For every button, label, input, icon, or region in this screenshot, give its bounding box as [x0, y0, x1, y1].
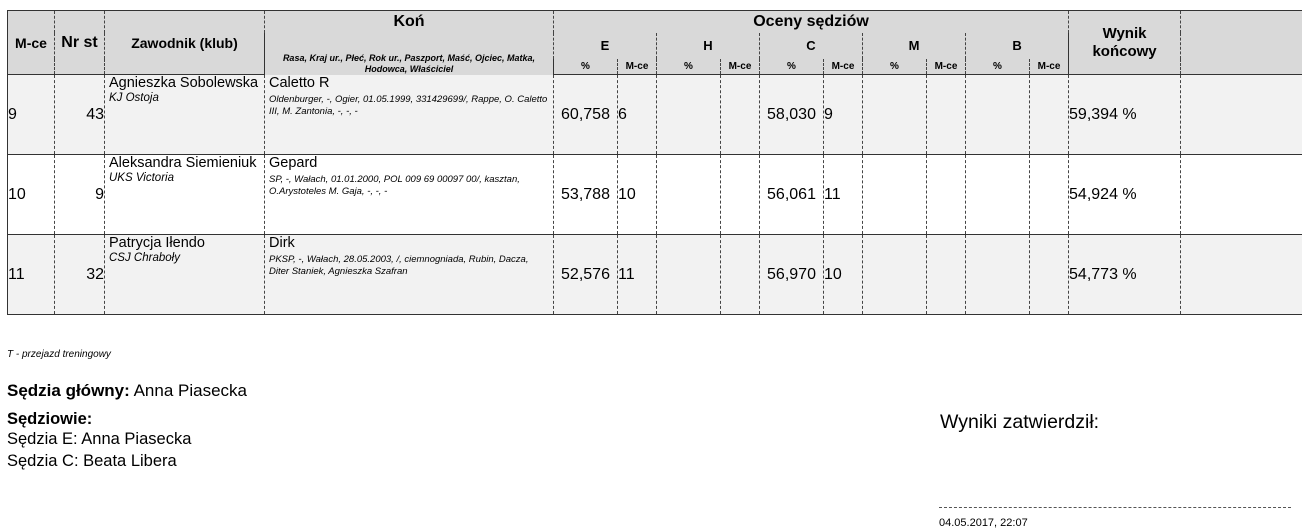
judge-b-pct: [966, 235, 1030, 315]
table-row: [8, 235, 1302, 315]
pct-header: %: [554, 59, 618, 75]
judge-c-pct: 56,061: [760, 155, 824, 235]
judge-h-pct: [657, 235, 721, 315]
final-result-header: Wynik końcowy: [1069, 11, 1181, 75]
judge-b-rank: [1030, 235, 1069, 315]
judge-h-header: H: [657, 33, 760, 59]
judge-b-rank: [1030, 155, 1069, 235]
horse-name: Dirk: [269, 235, 295, 251]
place-header: M-ce: [8, 11, 55, 75]
judge-line: Sędzia E: Anna Piasecka: [7, 430, 192, 448]
results-confirmed-label: Wyniki zatwierdził:: [940, 411, 1100, 433]
horse-header: Koń: [265, 11, 554, 33]
rider-club: UKS Victoria: [109, 172, 174, 184]
rider-name: Patrycja Iłendo: [109, 235, 205, 251]
table-row: [8, 155, 1302, 235]
judge-m-pct: [863, 75, 927, 155]
judge-c-rank: 9: [824, 75, 863, 155]
judge-c-header: C: [760, 33, 863, 59]
rider-cell: [105, 75, 265, 155]
place-cell: 9: [8, 75, 55, 155]
horse-details: SP, -, Wałach, 01.01.2000, POL 009 69 00097 00/, kasztan, O.Arystoteles M. Gaja, -, -, -: [269, 174, 520, 197]
horse-cell: [265, 75, 554, 155]
judge-c-pct: 56,970: [760, 235, 824, 315]
judge-e-pct: 52,576: [554, 235, 618, 315]
judge-e-pct: 53,788: [554, 155, 618, 235]
final-result-cell: 54,773 %: [1069, 235, 1181, 315]
rider-cell: [105, 235, 265, 315]
chief-judge: [7, 381, 247, 401]
judge-m-pct: [863, 155, 927, 235]
horse-name: Gepard: [269, 155, 318, 171]
judge-m-header: M: [863, 33, 966, 59]
final-result-cell: 54,924 %: [1069, 155, 1181, 235]
rider-cell: [105, 155, 265, 235]
start-number-cell: 9: [55, 155, 105, 235]
chief-judge-label: Sędzia główny:: [7, 381, 130, 400]
place-cell: 10: [8, 155, 55, 235]
judge-b-pct: [966, 75, 1030, 155]
empty-cell: [1181, 235, 1302, 315]
judge-c-rank: 11: [824, 155, 863, 235]
chief-judge-name: Anna Piasecka: [133, 381, 247, 400]
rank-header: M-ce: [618, 59, 657, 75]
pct-header: %: [657, 59, 721, 75]
start-number-cell: 32: [55, 235, 105, 315]
empty-column-header: [1181, 11, 1302, 75]
horse-cell: [265, 235, 554, 315]
judges-scores-header: Oceny sędziów: [554, 11, 1069, 33]
final-result-cell: 59,394 %: [1069, 75, 1181, 155]
judge-m-rank: [927, 155, 966, 235]
place-cell: 11: [8, 235, 55, 315]
rank-header: M-ce: [927, 59, 966, 75]
judge-c-pct: 58,030: [760, 75, 824, 155]
rider-club: KJ Ostoja: [109, 92, 159, 104]
judge-e-rank: 6: [618, 75, 657, 155]
start-number-header: Nr st: [55, 11, 105, 75]
horse-details: Oldenburger, -, Ogier, 01.05.1999, 331429699/, Rappe, O. Caletto III, M. Zantonia, -, -, -: [269, 93, 548, 117]
judge-e-rank: 11: [618, 235, 657, 315]
rider-name: Agnieszka Sobolewska: [109, 75, 259, 91]
footnote: T - przejazd treningowy: [7, 349, 111, 360]
horse-details: PKSP, -, Wałach, 28.05.2003, /, ciemnogniada, Rubin, Dacza, Diter Staniek, Agnieszka Szafran: [269, 254, 529, 277]
judge-h-rank: [721, 155, 760, 235]
empty-cell: [1181, 75, 1302, 155]
pct-header: %: [863, 59, 927, 75]
judge-m-pct: [863, 235, 927, 315]
horse-name: Caletto R: [269, 74, 330, 91]
judge-h-pct: [657, 155, 721, 235]
timestamp: 04.05.2017, 22:07: [939, 517, 1028, 529]
table-row: [8, 75, 1302, 155]
judge-line: Sędzia C: Beata Libera: [7, 452, 177, 470]
rank-header: M-ce: [824, 59, 863, 75]
horse-cell: [265, 155, 554, 235]
judge-c-rank: 10: [824, 235, 863, 315]
signature-line: [939, 507, 1291, 508]
start-number-cell: 43: [55, 75, 105, 155]
rider-name: Aleksandra Siemieniuk: [109, 155, 257, 171]
judge-h-pct: [657, 75, 721, 155]
horse-details-header: Rasa, Kraj ur., Płeć, Rok ur., Paszport, Maść, Ojciec, Matka, Hodowca, Właściciel: [265, 33, 554, 75]
results-table: [7, 10, 1302, 315]
judges-heading: Sędziowie:: [7, 410, 93, 428]
rider-club: CSJ Chraboły: [109, 252, 180, 264]
judge-m-rank: [927, 75, 966, 155]
judge-e-rank: 10: [618, 155, 657, 235]
judge-b-pct: [966, 155, 1030, 235]
judge-b-rank: [1030, 75, 1069, 155]
judge-h-rank: [721, 235, 760, 315]
pct-header: %: [760, 59, 824, 75]
judge-h-rank: [721, 75, 760, 155]
judge-m-rank: [927, 235, 966, 315]
rank-header: M-ce: [721, 59, 760, 75]
judge-e-header: E: [554, 33, 657, 59]
rider-header: Zawodnik (klub): [105, 11, 265, 75]
pct-header: %: [966, 59, 1030, 75]
empty-cell: [1181, 155, 1302, 235]
judge-e-pct: 60,758: [554, 75, 618, 155]
rank-header: M-ce: [1030, 59, 1069, 75]
judge-b-header: B: [966, 33, 1069, 59]
